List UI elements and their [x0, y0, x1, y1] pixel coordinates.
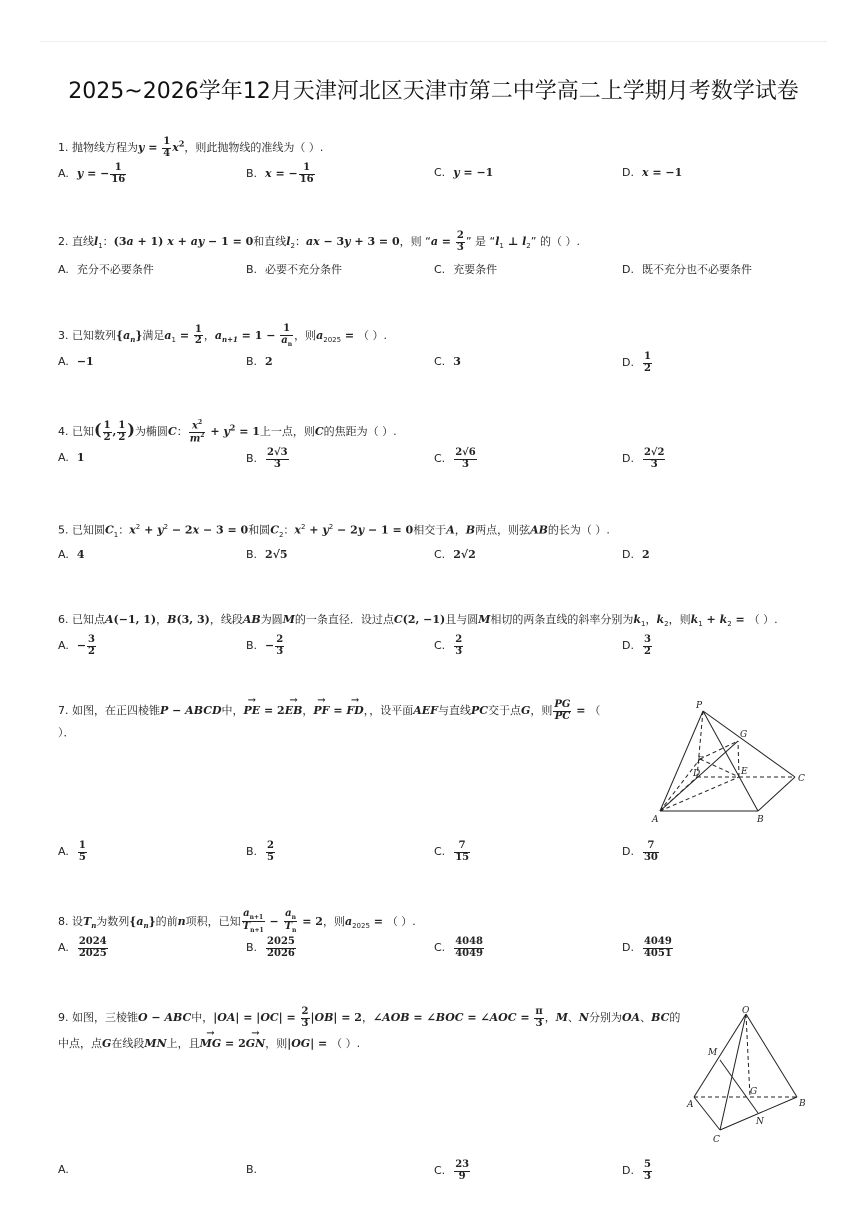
question-8: 8. 设$T_n$为数列$\{a_n\}$的前n项积，已知 $\frac{a_{n+1}}{T_{n+1}}$ − $\frac{a_n}{T_n}$ = 2，则$a_{2025}$ = （ ）.	[58, 908, 416, 935]
label-b: B	[757, 815, 764, 825]
option-b[interactable]: B. $\frac{2}{5}$	[246, 840, 275, 863]
option-a[interactable]: A. 充分不必要条件	[58, 263, 154, 276]
label-g: G	[740, 730, 748, 740]
option-a[interactable]: A. y = − $\frac{1}{16}$	[58, 162, 126, 185]
label-f: F	[697, 756, 704, 766]
page-title: 2025~2026学年12月天津河北区天津市第二中学高二上学期月考数学试卷	[68, 79, 799, 104]
label-d: D	[693, 769, 701, 779]
option-d[interactable]: D. x = −1	[622, 166, 683, 179]
option-b[interactable]: B. $\frac{2025}{2026}$	[246, 936, 295, 959]
option-c[interactable]: C. $\frac{23}{9}$	[434, 1159, 470, 1182]
label-n: N	[756, 1117, 764, 1127]
option-a[interactable]: A. $\frac{2024}{2025}$	[58, 936, 107, 959]
label-m: M	[708, 1048, 718, 1058]
option-a[interactable]: A. −1	[58, 355, 94, 368]
label-a: A	[687, 1100, 694, 1110]
option-b[interactable]: B. $\frac{2√3}{3}$	[246, 447, 288, 470]
label-o: O	[742, 1006, 750, 1016]
question-2: 2. 直线$l_1$：(3a + 1) x + ay − 1 = 0和直线$l_2$：ax − 3y + 3 = 0，则 “a = $\frac{2}{3}$ ” 是 “$l_1$ ⊥ $l_2$” 的（ ）.	[58, 230, 580, 253]
option-c[interactable]: C. $\frac{7}{15}$	[434, 840, 470, 863]
option-d[interactable]: D. $\frac{2√2}{3}$	[622, 447, 665, 470]
option-c[interactable]: C. y = −1	[434, 166, 494, 179]
option-c[interactable]: C. 3	[434, 355, 461, 368]
option-d[interactable]: D. 既不充分也不必要条件	[622, 263, 752, 276]
option-b[interactable]: B.	[246, 1163, 258, 1176]
option-a[interactable]: A. $\frac{1}{5}$	[58, 840, 86, 863]
tetrahedron-figure-9	[682, 1005, 812, 1150]
option-b[interactable]: B. 必要不充分条件	[246, 263, 343, 276]
option-c[interactable]: C. 充要条件	[434, 263, 498, 276]
question-5: 5. 已知圆$C_1$：$x^2 + y^2 - 2x - 3 = 0$和圆$C_2$：$x^2 + y^2 - 2y - 1 = 0$相交于A，B两点，则弦AB的长为（ ）.	[58, 523, 610, 539]
option-d[interactable]: D. $\frac{5}{3}$	[622, 1159, 651, 1182]
option-d[interactable]: D. $\frac{3}{2}$	[622, 634, 651, 657]
option-c[interactable]: C. $\frac{4048}{4049}$	[434, 936, 484, 959]
pyramid-figure-7	[645, 697, 810, 827]
top-divider	[40, 41, 827, 42]
label-a: A	[652, 815, 659, 825]
label-b: B	[799, 1099, 806, 1109]
option-d[interactable]: D. $\frac{4049}{4051}$	[622, 936, 672, 959]
option-d[interactable]: D. $\frac{1}{2}$	[622, 351, 651, 374]
option-b[interactable]: B. x = − $\frac{1}{16}$	[246, 162, 314, 185]
option-c[interactable]: C. $\frac{2}{3}$	[434, 634, 463, 657]
question-1	[58, 137, 323, 159]
label-p: P	[696, 701, 703, 711]
option-d[interactable]: D. $\frac{7}{30}$	[622, 840, 658, 863]
option-b[interactable]: B. − $\frac{2}{3}$	[246, 634, 284, 657]
question-3: 3. 已知数列$\{a_n\}$满足$a_1$ = $\frac{1}{2}$ ，$a_{n+1} = 1$ − $\frac{1}{a_n}$ ，则$a_{2025}$ = （ ）.	[58, 323, 387, 348]
option-a[interactable]: A. − $\frac{3}{2}$	[58, 634, 96, 657]
option-b[interactable]: B. 2√5	[246, 548, 288, 561]
label-c: C	[798, 774, 805, 784]
option-a[interactable]: A.	[58, 1163, 69, 1176]
option-b[interactable]: B. 2	[246, 355, 273, 368]
option-a[interactable]: A. 1	[58, 451, 85, 464]
question-6: 6. 已知点A(−1, 1)，B(3, 3)，线段AB为圆M的一条直径．设过点C(2, −1)且与圆M相切的两条直线的斜率分别为$k_1$，$k_2$，则$k_1 + k_2$ = （ ）.	[58, 613, 778, 629]
question-7: 7. 如图，在正四棱锥P − ABCD中，→ PE = 2→ EB，→ PF = → FD，，设平面AEF与直线PC交于点G，则 $\frac{PG}{PC}$ = （ ）．	[58, 700, 600, 741]
option-a[interactable]: A. 4	[58, 548, 85, 561]
question-9: 9. 如图，三棱锥O − ABC中，|OA| = |OC| = $\frac{2}{3}$ |OB| = 2，∠AOB = ∠BOC = ∠AOC = $\frac{\pi}{3}$ ，M、N分别为OA、BC的 中点，点G在线段MN上，且→ MG = 2→ GN，则|OG| = （ ）.	[58, 1007, 680, 1052]
option-c[interactable]: C. 2√2	[434, 548, 476, 561]
option-d[interactable]: D. 2	[622, 548, 650, 561]
question-1-stem: 1. 抛物线方程为y = $\frac{1}{4}$ $x^2$，则此抛物线的准线为（ ）.	[58, 136, 324, 159]
question-4: 4. 已知( $\frac{1}{2}$ , $\frac{1}{2}$ )为椭圆C： $\frac{x^2}{m^2}$ + $y^2 = 1$上一点，则C的焦距为（ ）.	[58, 418, 397, 444]
label-e: E	[741, 767, 748, 777]
option-c[interactable]: C. $\frac{2√6}{3}$	[434, 447, 476, 470]
label-c: C	[713, 1135, 720, 1145]
label-g: G	[750, 1087, 758, 1097]
